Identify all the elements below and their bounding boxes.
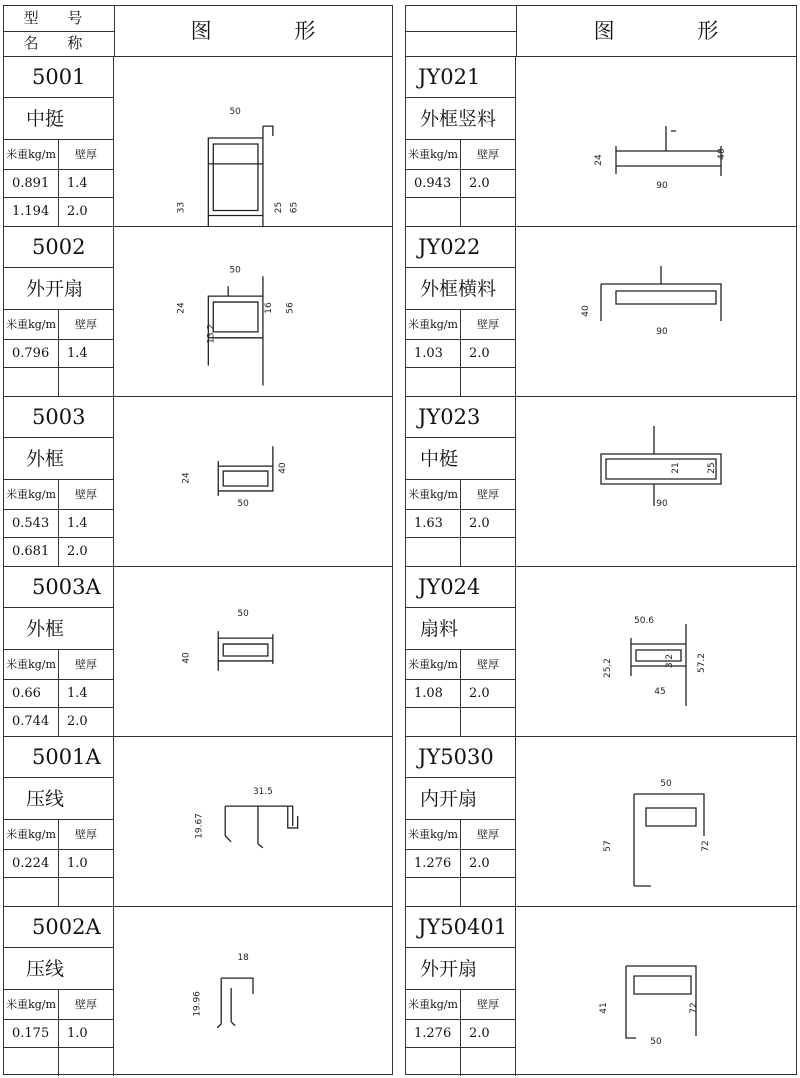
dimension-label: 25.2 [603, 657, 613, 679]
dimension-label: 65 [289, 201, 300, 214]
profile-row [4, 396, 392, 567]
weight-header: 米重kg/m [4, 310, 59, 340]
dimension-label: 40 [581, 305, 591, 317]
profile-code: JY022 [406, 226, 516, 268]
profile-section-drawing [516, 56, 796, 226]
thickness-header: 壁厚 [461, 310, 516, 340]
thickness-header: 壁厚 [461, 140, 516, 170]
thickness-value: 1.4 [59, 680, 114, 708]
dimension-label: 50 [660, 779, 672, 789]
profile-row [406, 56, 796, 227]
profile-name: 压线 [4, 778, 114, 820]
dimension-label: 50 [237, 498, 249, 509]
weight-header: 米重kg/m [406, 990, 461, 1020]
thickness-value [461, 538, 516, 566]
profile-drawing [114, 396, 392, 566]
dimension-label: 50 [650, 1037, 662, 1047]
figure-label: 图 形 [593, 19, 757, 43]
profile-row [4, 226, 392, 397]
weight-value [406, 708, 461, 736]
dimension-label: 18 [237, 953, 249, 964]
dimension-label: 13.2 [206, 323, 217, 344]
type-label: 型 号 [4, 6, 114, 32]
dimension-label: 50 [229, 107, 241, 118]
weight-value: 0.891 [4, 170, 59, 198]
weight-value: 0.681 [4, 538, 59, 566]
thickness-value: 1.0 [59, 850, 114, 878]
dimension-label: 45 [654, 687, 666, 697]
profile-name: 外框竖料 [406, 98, 516, 140]
profile-section-drawing [516, 736, 796, 906]
dimension-label: 25 [707, 462, 717, 474]
weight-value: 1.63 [406, 510, 461, 538]
profile-code: JY024 [406, 566, 516, 608]
profile-name: 外框 [4, 438, 114, 480]
header-label-cell [4, 6, 115, 56]
thickness-header: 壁厚 [461, 820, 516, 850]
profile-section-drawing [114, 906, 392, 1076]
weight-header: 米重kg/m [406, 140, 461, 170]
dimension-label: 21 [671, 462, 681, 474]
profile-section-drawing [114, 396, 392, 566]
thickness-header: 壁厚 [59, 480, 114, 510]
weight-value: 1.03 [406, 340, 461, 368]
thickness-value: 2.0 [59, 538, 114, 566]
weight-value: 1.276 [406, 1020, 461, 1048]
thickness-header: 壁厚 [59, 140, 114, 170]
profile-row [4, 566, 392, 737]
profile-section-drawing [114, 226, 392, 396]
dimension-label: 90 [656, 499, 668, 509]
table-header [406, 6, 796, 57]
weight-value [4, 1048, 59, 1076]
profile-drawing [114, 566, 392, 736]
name-label-blank [406, 31, 516, 56]
dimension-label: 50.6 [633, 616, 655, 626]
profile-section-drawing [516, 906, 796, 1076]
weight-value: 0.943 [406, 170, 461, 198]
profile-drawing [114, 736, 392, 906]
thickness-value [461, 198, 516, 226]
profile-drawing [516, 566, 796, 736]
profile-code: 5002 [4, 226, 114, 268]
dimension-label: 25 [273, 201, 284, 214]
profile-name: 外开扇 [4, 268, 114, 310]
thickness-value [59, 368, 114, 396]
dimension-label: 40 [277, 462, 288, 474]
profile-name: 中挺 [4, 98, 114, 140]
profile-name: 外框 [4, 608, 114, 650]
weight-value: 0.796 [4, 340, 59, 368]
profile-code: JY50401 [406, 906, 516, 948]
weight-header: 米重kg/m [406, 310, 461, 340]
thickness-header: 壁厚 [461, 480, 516, 510]
weight-header: 米重kg/m [4, 650, 59, 680]
thickness-value: 2.0 [461, 680, 516, 708]
dimension-label: 40 [717, 148, 727, 160]
right-profile-table [405, 5, 797, 1075]
thickness-header: 壁厚 [461, 990, 516, 1020]
thickness-header: 壁厚 [59, 990, 114, 1020]
type-label-blank [406, 6, 516, 32]
weight-value [406, 368, 461, 396]
table-header [4, 6, 392, 57]
thickness-value: 2.0 [461, 340, 516, 368]
weight-value [4, 878, 59, 906]
thickness-header: 壁厚 [59, 310, 114, 340]
header-label-cell [406, 6, 517, 56]
weight-value [406, 538, 461, 566]
profile-drawing [516, 396, 796, 566]
dimension-label: 16 [263, 302, 274, 314]
thickness-value: 2.0 [461, 1020, 516, 1048]
weight-value: 0.224 [4, 850, 59, 878]
thickness-value [461, 708, 516, 736]
thickness-value: 2.0 [461, 170, 516, 198]
profile-row [4, 56, 392, 227]
figure-label: 图 形 [190, 19, 354, 43]
profile-code: 5001 [4, 56, 114, 98]
weight-header: 米重kg/m [4, 990, 59, 1020]
thickness-value [461, 368, 516, 396]
dimension-label: 57 [603, 840, 613, 852]
dimension-label: 19.67 [194, 813, 205, 839]
profile-name: 扇料 [406, 608, 516, 650]
profile-drawing [114, 226, 392, 396]
thickness-header: 壁厚 [59, 650, 114, 680]
dimension-label: 57.2 [697, 652, 707, 674]
weight-value: 0.744 [4, 708, 59, 736]
profile-row [406, 396, 796, 567]
dimension-label: 31.5 [252, 787, 273, 798]
thickness-value: 2.0 [59, 708, 114, 736]
dimension-label: 50 [237, 609, 249, 620]
weight-header: 米重kg/m [406, 820, 461, 850]
weight-value [406, 878, 461, 906]
profile-row [406, 736, 796, 907]
weight-value: 0.66 [4, 680, 59, 708]
left-profile-table [3, 5, 393, 1075]
dimension-label: 50 [229, 265, 241, 276]
profile-drawing [516, 226, 796, 396]
dimension-label: 33 [176, 201, 187, 214]
profile-code: JY023 [406, 396, 516, 438]
thickness-value: 2.0 [461, 510, 516, 538]
profile-section-drawing [114, 736, 392, 906]
profile-code: JY5030 [406, 736, 516, 778]
weight-value [4, 368, 59, 396]
name-label: 名 称 [23, 34, 95, 52]
weight-header: 米重kg/m [4, 140, 59, 170]
profile-code: 5002A [4, 906, 114, 948]
dimension-label: 56 [285, 302, 296, 314]
thickness-header: 壁厚 [59, 820, 114, 850]
dimension-label: 41 [599, 1002, 609, 1014]
thickness-value: 2.0 [59, 198, 114, 226]
thickness-value: 1.4 [59, 510, 114, 538]
profile-name: 中梃 [406, 438, 516, 480]
weight-value [406, 1048, 461, 1076]
weight-value: 0.175 [4, 1020, 59, 1048]
dimension-label: 72 [689, 1002, 699, 1014]
thickness-value: 1.4 [59, 340, 114, 368]
dimension-label: 90 [656, 327, 668, 337]
profile-code: 5003 [4, 396, 114, 438]
profile-section-drawing [516, 566, 796, 736]
dimension-label: 19.96 [192, 991, 203, 1017]
profile-row [406, 226, 796, 397]
profile-row [406, 566, 796, 737]
profile-section-drawing [516, 226, 796, 396]
weight-header: 米重kg/m [406, 480, 461, 510]
dimension-label: 24 [176, 302, 187, 314]
thickness-value: 1.4 [59, 170, 114, 198]
dimension-label: 3.2 [665, 653, 675, 669]
thickness-value: 1.0 [59, 1020, 114, 1048]
profile-drawing [114, 56, 392, 226]
profile-name: 压线 [4, 948, 114, 990]
profile-section-drawing [516, 396, 796, 566]
profile-drawing [516, 736, 796, 906]
profile-code: 5003A [4, 566, 114, 608]
weight-value: 1.08 [406, 680, 461, 708]
weight-value: 0.543 [4, 510, 59, 538]
profile-drawing [516, 56, 796, 226]
thickness-value [59, 1048, 114, 1076]
profile-name: 内开扇 [406, 778, 516, 820]
thickness-header: 壁厚 [461, 650, 516, 680]
weight-value: 1.194 [4, 198, 59, 226]
profile-row [4, 736, 392, 907]
profile-row [4, 906, 392, 1074]
dimension-label: 40 [181, 652, 192, 664]
thickness-value [59, 878, 114, 906]
weight-value: 1.276 [406, 850, 461, 878]
profile-name: 外框横料 [406, 268, 516, 310]
profile-code: JY021 [406, 56, 516, 98]
thickness-value [461, 878, 516, 906]
profile-name: 外开扇 [406, 948, 516, 990]
thickness-value: 2.0 [461, 850, 516, 878]
profile-code: 5001A [4, 736, 114, 778]
dimension-label: 72 [701, 840, 711, 852]
profile-row [406, 906, 796, 1074]
dimension-label: 90 [656, 181, 668, 191]
weight-value [406, 198, 461, 226]
profile-drawing [516, 906, 796, 1076]
profile-section-drawing [114, 56, 392, 226]
dimension-label: 24 [181, 472, 192, 484]
weight-header: 米重kg/m [4, 480, 59, 510]
weight-header: 米重kg/m [406, 650, 461, 680]
weight-header: 米重kg/m [4, 820, 59, 850]
dimension-label: 24 [594, 154, 604, 166]
profile-drawing [114, 906, 392, 1076]
thickness-value [461, 1048, 516, 1076]
profile-section-drawing [114, 566, 392, 736]
